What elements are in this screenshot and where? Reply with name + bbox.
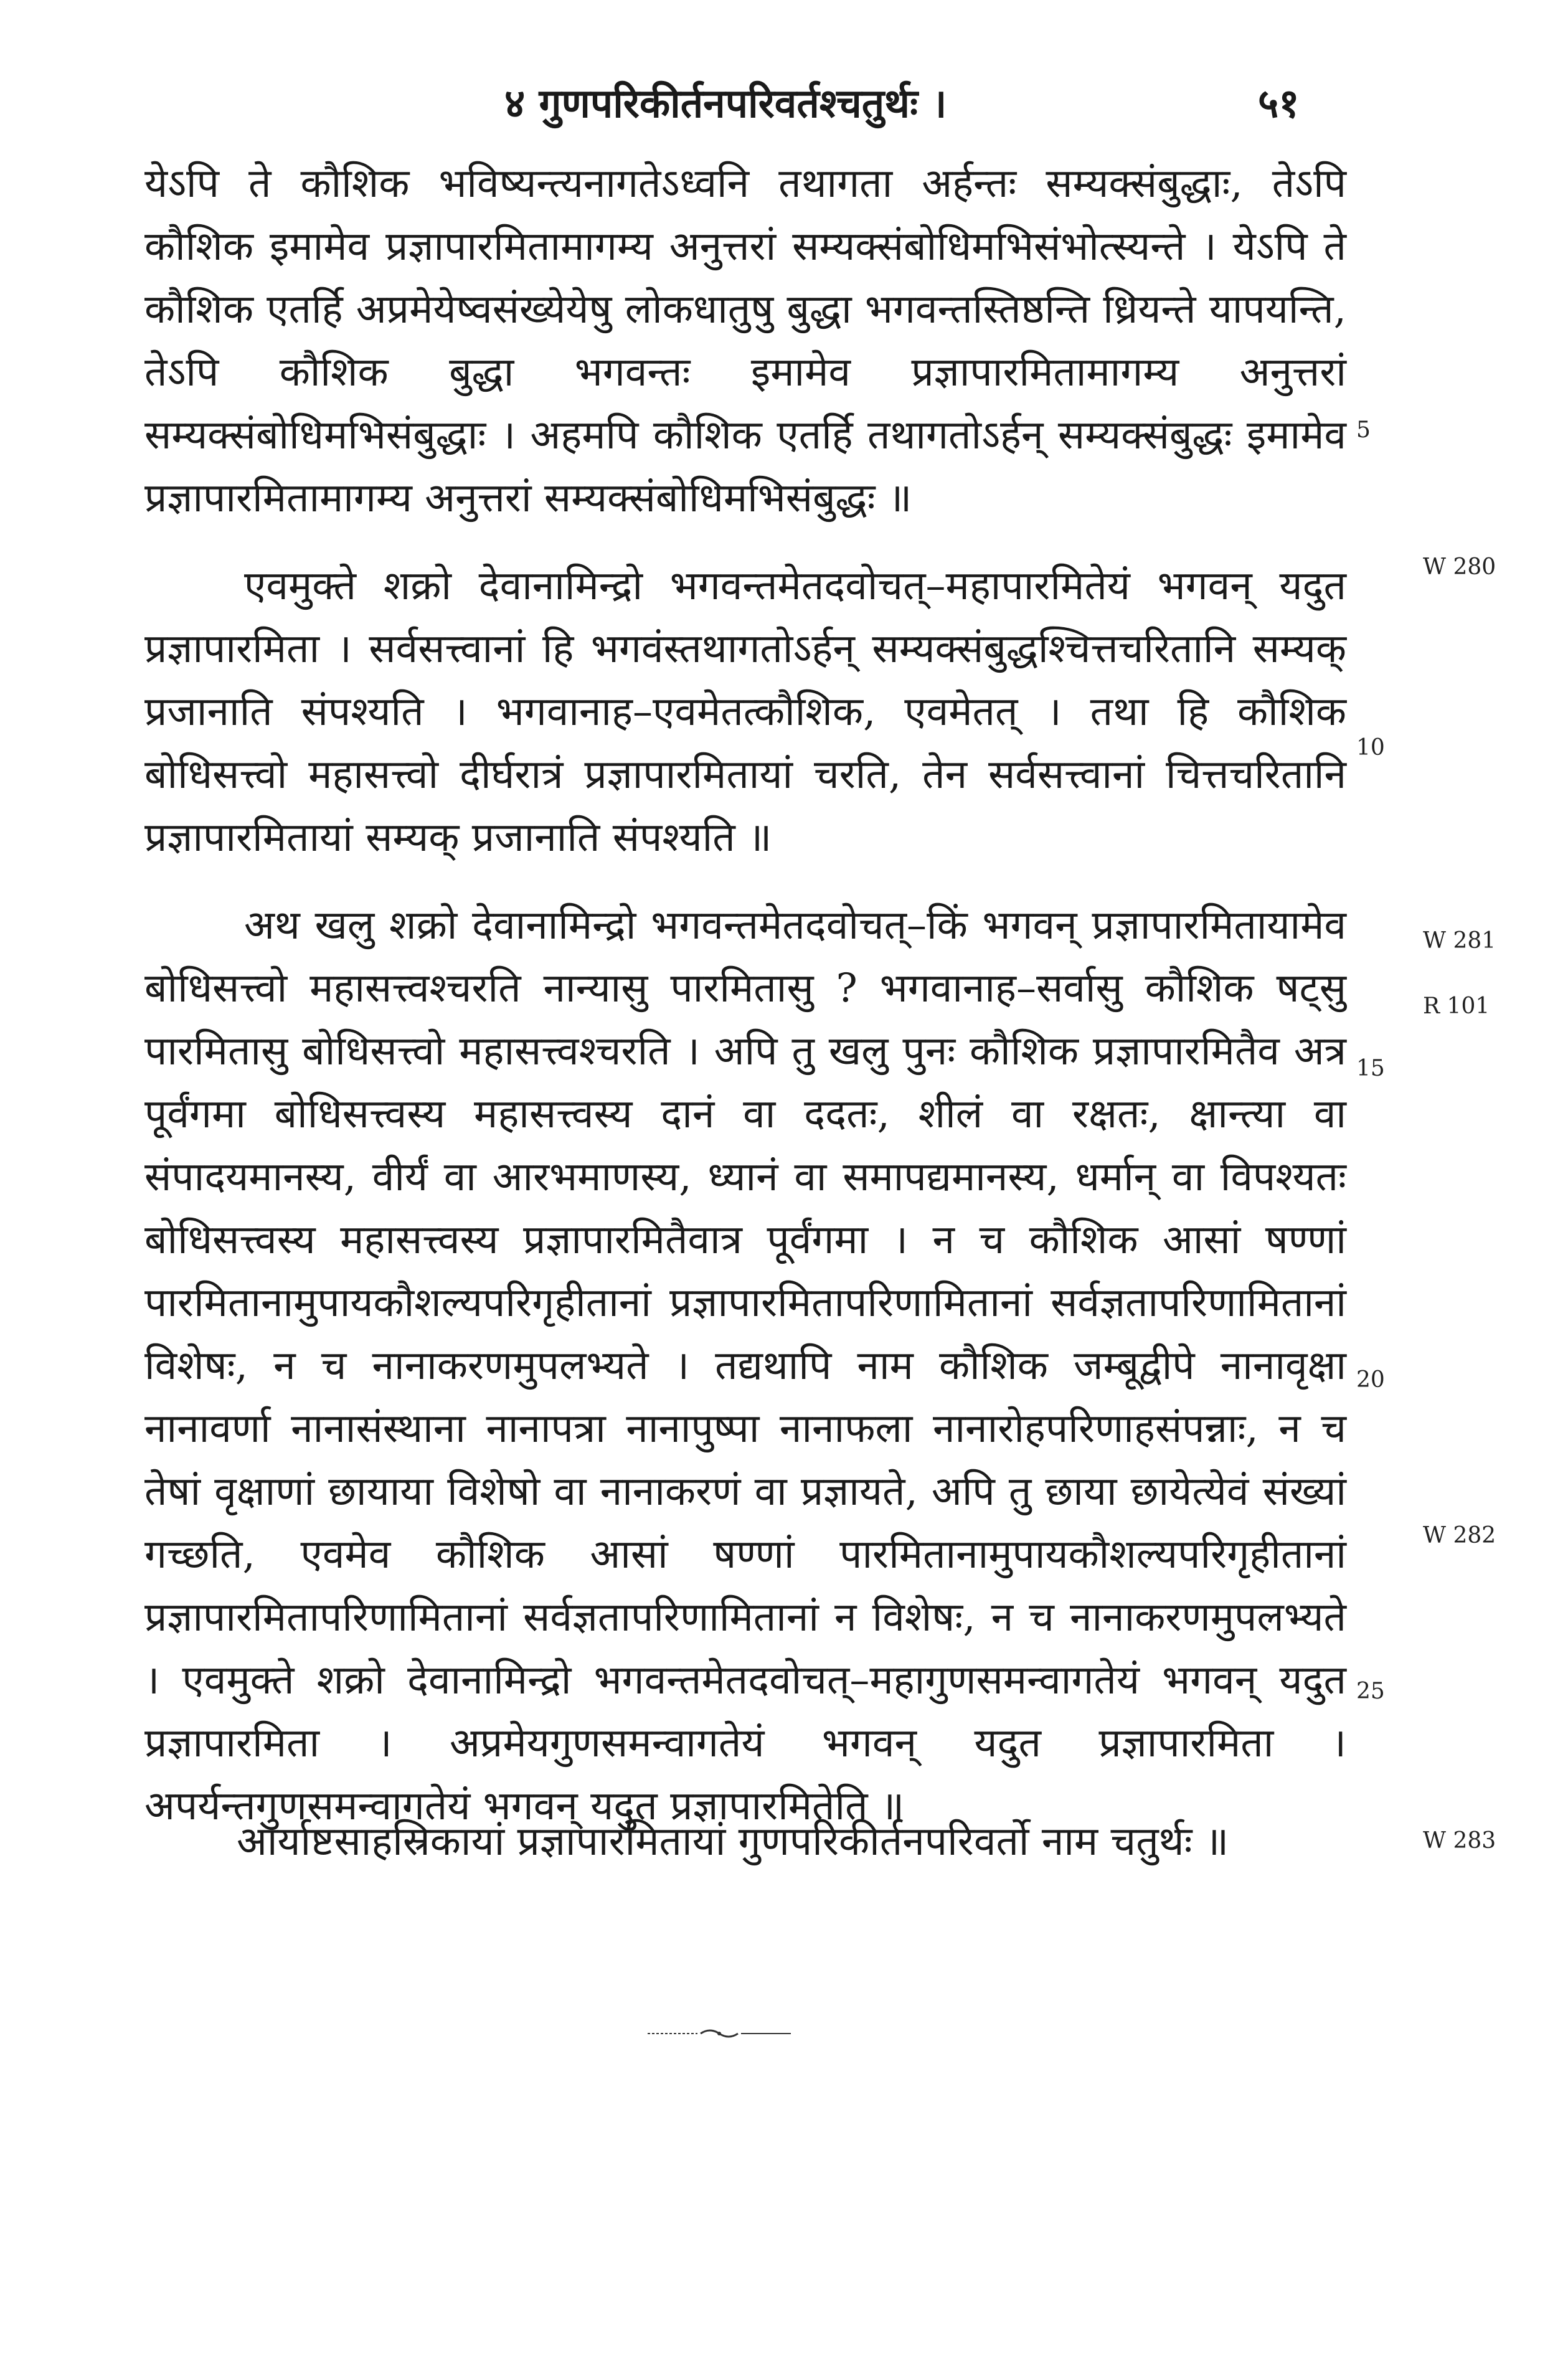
line-number: 20	[1356, 1367, 1385, 1393]
line-number: 15	[1356, 1056, 1385, 1081]
running-head: ४ गुणपरिकीर्तनपरिवर्तश्चतुर्थः ।	[504, 80, 947, 127]
line-number: 25	[1356, 1679, 1385, 1704]
paragraph: एवमुक्ते शक्रो देवानामिन्द्रो भगवन्तमेतदवोचत्–महापारमितेयं भगवन् यदुत प्रज्ञापारमिता । सर्वसत्त्वानां हि भगवंस्तथागतोऽर्हन् सम्यक्संबुद्धश्चित्तचरितानि सम्यक् प्रजानाति संपश्यति । भगवानाह–एवमेतत्कौशिक, एवमेतत् । तथा हि कौशिक बोधिसत्त्वो महासत्त्वो दीर्घरात्रं प्रज्ञापारमितायां चरति, तेन सर्वसत्त्वानां चित्तचरितानि प्रज्ञापारमितायां सम्यक् प्रजानाति संपश्यति ॥	[144, 563, 1346, 861]
page-header	[0, 62, 1568, 131]
paragraph: अथ खलु शक्रो देवानामिन्द्रो भगवन्तमेतदवोचत्–किं भगवन् प्रज्ञापारमितायामेव बोधिसत्त्वो महासत्त्वश्चरति नान्यासु पारमितासु ? भगवानाह–सर्वासु कौशिक षट्सु पारमितासु बोधिसत्त्वो महासत्त्वश्चरति । अपि तु खलु पुनः कौशिक प्रज्ञापारमितैव अत्र पूर्वंगमा बोधिसत्त्वस्य महासत्त्वस्य दानं वा ददतः, शीलं वा रक्षतः, क्षान्त्या वा संपादयमानस्य, वीर्यं वा आरभमाणस्य, ध्यानं वा समापद्यमानस्य, धर्मान् वा विपश्यतः बोधिसत्त्वस्य महासत्त्वस्य प्रज्ञापारमितैवात्र पूर्वंगमा । न च कौशिक आसां षण्णां पारमितानामुपायकौशल्यपरिगृहीतानां प्रज्ञापारमितापरिणामितानां सर्वज्ञतापरिणामितानां विशेषः, न च नानाकरणमुपलभ्यते । तद्यथापि नाम कौशिक जम्बूद्वीपे नानावृक्षा नानावर्णा नानासंस्थाना नानापत्रा नानापुष्पा नानाफला नानारोहपरिणाहसंपन्नाः, न च तेषां वृक्षाणां छायाया विशेषो वा नानाकरणं वा प्रज्ञायते, अपि तु छाया छायेत्येवं संख्यां गच्छति, एवमेव कौशिक आसां षण्णां पारमितानामुपायकौशल्यपरिगृहीतानां प्रज्ञापारमितापरिणामितानां सर्वज्ञतापरिणामितानां न विशेषः, न च नानाकरणमुपलभ्यते । एवमुक्ते शक्रो देवानामिन्द्रो भगवन्तमेतदवोचत्–महागुणसमन्वागतेयं भगवन् यदुत प्रज्ञापारमिता । अप्रमेयगुणसमन्वागतेयं भगवन् यदुत प्रज्ञापारमिता । अपर्यन्तगुणसमन्वागतेयं भगवन् यदुत प्रज्ञापारमितेति ॥	[144, 902, 1346, 1829]
margin-reference: W 283	[1423, 1828, 1496, 1854]
margin-reference: W 282	[1423, 1523, 1496, 1548]
colophon: आर्याष्टसाहस्रिकायां प्रज्ञापारमितायां गुणपरिकीर्तनपरिवर्तो नाम चतुर्थः ॥	[237, 1819, 1229, 1865]
page-number: ५१	[1258, 80, 1300, 127]
line-number: 10	[1356, 735, 1385, 760]
margin-reference: R 101	[1423, 993, 1490, 1019]
end-ornament	[648, 2027, 791, 2040]
margin-reference: W 281	[1423, 928, 1496, 954]
main-text	[144, 153, 1346, 1863]
paragraph: येऽपि ते कौशिक भविष्यन्त्यनागतेऽध्वनि तथागता अर्हन्तः सम्यक्संबुद्धाः, तेऽपि कौशिक इमामेव प्रज्ञापारमितामागम्य अनुत्तरां सम्यक्संबोधिमभिसंभोत्स्यन्ते । येऽपि ते कौशिक एतर्हि अप्रमेयेष्वसंख्येयेषु लोकधातुषु बुद्धा भगवन्तस्तिष्ठन्ति ध्रियन्ते यापयन्ति, तेऽपि कौशिक बुद्धा भगवन्तः इमामेव प्रज्ञापारमितामागम्य अनुत्तरां सम्यक्संबोधिमभिसंबुद्धाः । अहमपि कौशिक एतर्हि तथागतोऽर्हन् सम्यक्संबुद्धः इमामेव प्रज्ञापारमितामागम्य अनुत्तरां सम्यक्संबोधिमभिसंबुद्धः ॥	[144, 161, 1346, 521]
margin-reference: W 280	[1423, 554, 1496, 580]
line-number: 5	[1356, 417, 1371, 443]
